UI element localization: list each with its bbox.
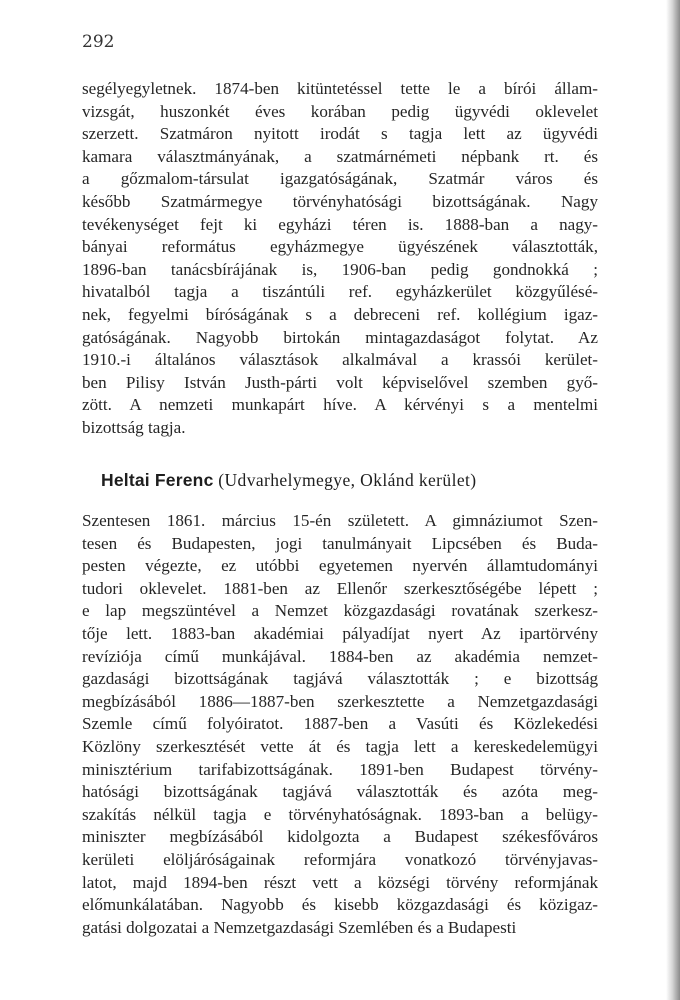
- entry-heading: [101, 470, 601, 491]
- text-line: gatóságának. Nagyobb birtokán mintagazdaságot folytat. Az: [82, 327, 598, 347]
- text-line: szakítás nélkül tagja e törvényhatóságnak. 1893-ban a belügy-: [82, 804, 598, 824]
- text-line: nek, fegyelmi bíróságának s a debreceni ref. kollégium igaz-: [82, 304, 598, 324]
- text-line: hatósági bizottságának tagjává választották és azóta meg-: [82, 782, 598, 802]
- text-line: bányai református egyházmegye ügyészének választották,: [82, 237, 598, 257]
- text-line: később Szatmármegye törvényhatósági bizottságának. Nagy: [82, 191, 598, 211]
- text-line: megbízásából 1886—1887-ben szerkesztette a Nemzetgazdasági: [82, 691, 598, 711]
- text-line: a gőzmalom-társulat igazgatóságának, Szatmár város és: [82, 169, 598, 189]
- text-line: előmunkálatában. Nagyobb és kisebb közgazdasági és közigaz-: [82, 895, 598, 915]
- text-line: gatási dolgozatai a Nemzetgazdasági Szemlében és a Budapesti: [82, 917, 517, 937]
- text-line: minisztérium tarifabizottságának. 1891-ben Budapest törvény-: [82, 759, 598, 779]
- text-line: e lap megszüntével a Nemzet közgazdasági rovatának szerkesz-: [82, 601, 598, 621]
- biography-paragraph-continued: [82, 78, 598, 440]
- text-line: ben Pilisy István Justh-párti volt képviselővel szemben győ-: [82, 372, 598, 392]
- text-line: tudori oklevelet. 1881-ben az Ellenőr szerkesztőségébe lépett ;: [82, 578, 598, 598]
- biography-paragraph-heltai: [82, 510, 598, 939]
- text-line: bizottság tagja.: [82, 417, 186, 437]
- text-line: tője lett. 1883-ban akadémiai pályadíjat nyert Az ipartörvény: [82, 623, 598, 643]
- text-line: zött. A nemzeti munkapárt híve. A kérvényi s a mentelmi: [82, 395, 598, 415]
- text-line: 1896-ban tanácsbírájának is, 1906-ban pedig gondnokká ;: [82, 259, 598, 279]
- entry-name: Heltai Ferenc: [101, 470, 214, 490]
- text-line: pesten végezte, ez utóbbi egyetemen nyervén államtudományi: [82, 556, 598, 576]
- entry-district: (Udvarhelymegye, Oklánd kerület): [213, 470, 477, 490]
- page-edge-shadow: [666, 0, 680, 1000]
- text-line: Szentesen 1861. március 15-én született. A gimnáziumot Szen-: [82, 511, 598, 530]
- page-number: 292: [82, 32, 115, 52]
- text-line: Szemle című folyóiratot. 1887-ben a Vasúti és Közlekedési: [82, 714, 598, 734]
- text-line: revíziója című munkájával. 1884-ben az akadémia nemzet-: [82, 646, 598, 666]
- text-line: segélyegyletnek. 1874-ben kitüntetéssel tette le a bírói állam-: [82, 79, 598, 98]
- text-line: miniszter megbízásából kidolgozta a Budapest székesfőváros: [82, 827, 598, 847]
- text-line: tesen és Budapesten, jogi tanulmányait Lipcsében és Buda-: [82, 533, 598, 553]
- text-line: tevékenységet fejt ki egyházi téren is. 1888-ban a nagy-: [82, 214, 598, 234]
- text-line: kerületi elöljáróságainak reformjára vonatkozó törvényjavas-: [82, 849, 598, 869]
- text-line: vizsgát, huszonkét éves korában pedig ügyvédi oklevelet: [82, 101, 598, 121]
- text-line: latot, majd 1894-ben részt vett a községi törvény reformjának: [82, 872, 598, 892]
- text-line: 1910.-i általános választások alkalmával a krassói kerület-: [82, 350, 598, 370]
- text-line: kamara választmányának, a szatmárnémeti népbank rt. és: [82, 146, 598, 166]
- text-line: Közlöny szerkesztését vette át és tagja lett a kereskedelemügyi: [82, 736, 598, 756]
- text-line: gazdasági bizottságának tagjává választották ; e bizottság: [82, 669, 598, 689]
- text-line: szerzett. Szatmáron nyitott irodát s tagja lett az ügyvédi: [82, 124, 598, 144]
- text-line: hivatalból tagja a tiszántúli ref. egyházkerület közgyűlésé-: [82, 282, 598, 302]
